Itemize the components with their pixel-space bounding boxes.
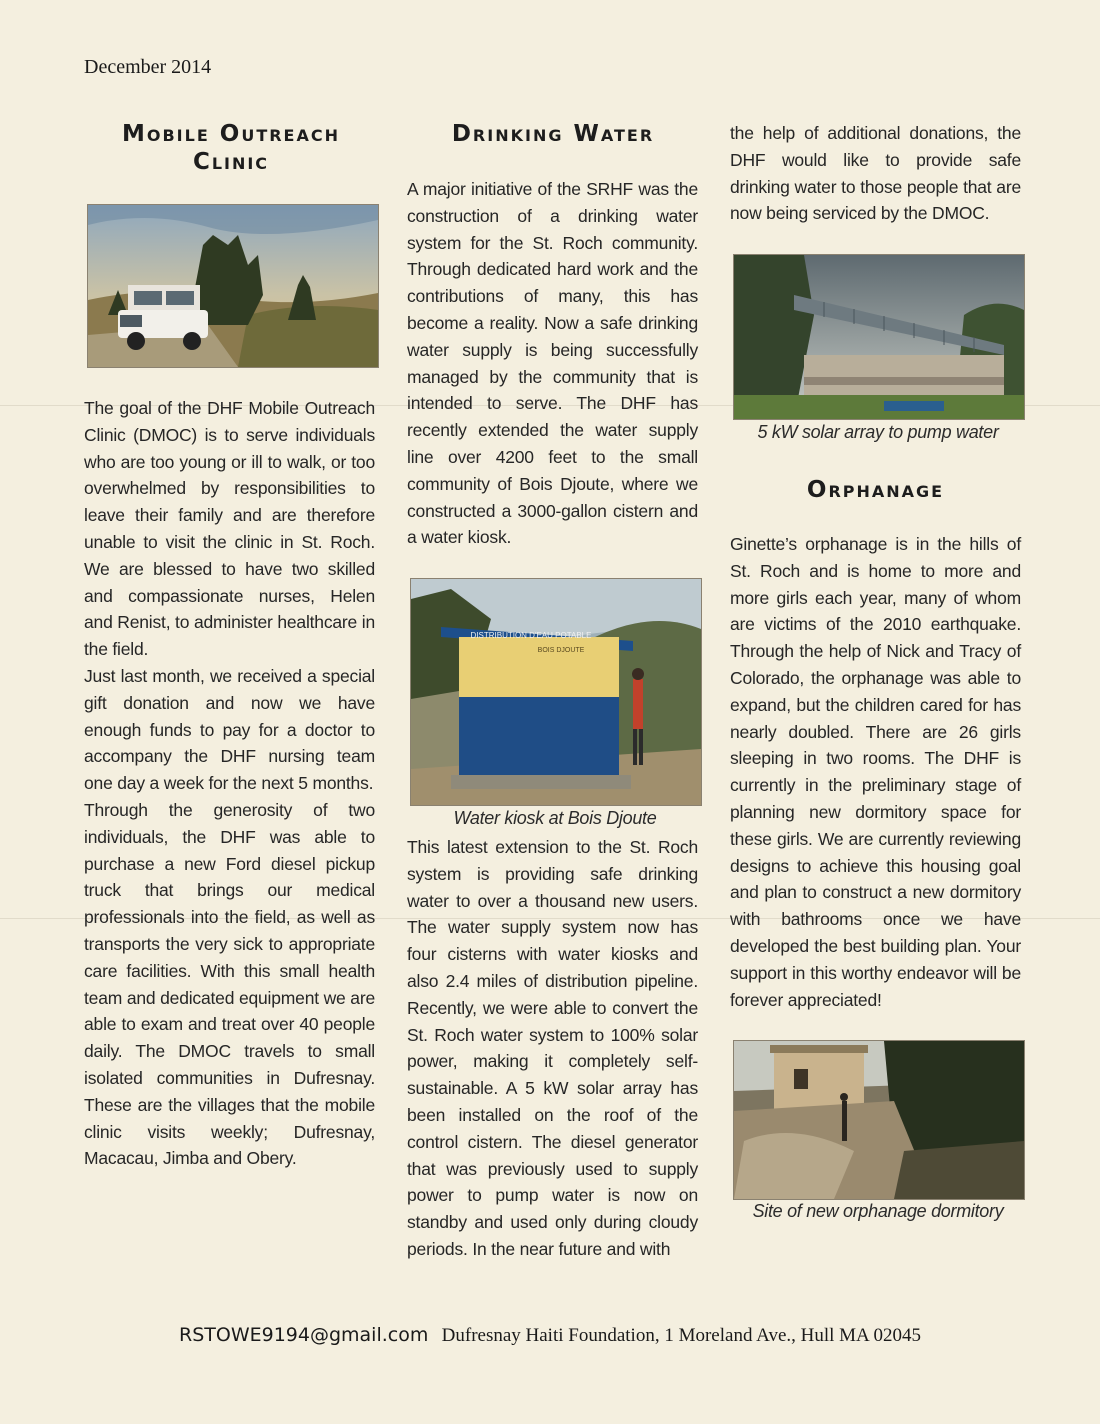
photo-dormitory-site <box>733 1040 1025 1200</box>
contact-email[interactable]: RSTOWE9194@gmail.com <box>179 1324 429 1346</box>
heading-orphanage: Orphanage <box>806 477 945 503</box>
kiosk-sign-text: DISTRIBUTION D'EAU POTABLE <box>470 631 592 640</box>
mobile-outreach-article <box>84 395 375 1172</box>
photo-solar-array <box>733 254 1025 420</box>
drinking-water-article-part1 <box>407 176 698 551</box>
paragraph: A major initiative of the SRHF was the construction of a drinking water system for the St. Roch community. Through dedicated hard work and the contributions of many, this has become a reality. Now a safe drinking water supply is being successfully managed by the community that is intended to serve. The DHF has recently extended the water supply line over 4200 feet to the small community of Bois Djoute, where we constructed a 3000-gallon cistern and a water kiosk. <box>407 179 698 548</box>
photo-water-kiosk <box>410 578 702 806</box>
drinking-water-article-part3 <box>730 120 1021 227</box>
caption-dormitory-site: Site of new orphanage dormitory <box>752 1201 1004 1221</box>
paragraph: The goal of the DHF Mobile Outreach Clinic (DMOC) is to serve individuals who are too young or ill to walk, or too overwhelmed by responsibilities to leave their family and are therefore unable to visit the clinic in St. Roch. We are blessed to have two skilled and compassionate nurses, Helen and Renist, to administer healthcare in the field. <box>84 398 375 660</box>
heading-drinking-water: Drinking Water <box>451 121 655 147</box>
paragraph: the help of additional donations, the DHF would like to provide safe drinking water to those people that are now being serviced by the DMOC. <box>730 123 1021 224</box>
issue-date: December 2014 <box>84 56 212 78</box>
photo-pickup-truck <box>87 204 379 368</box>
paragraph: Just last month, we received a special gift donation and now we have enough funds to pay for a doctor to accompany the DHF nursing team one day a week for the next 5 months. <box>84 665 375 794</box>
heading-mobile-outreach: Mobile Outreach Clinic <box>122 121 340 175</box>
paragraph: This latest extension to the St. Roch system is providing safe drinking water to over a thousand new users. The water supply system now has four cisterns with water kiosks and also 2.4 miles of distribution pipeline. Recently, we were able to convert the St. Roch water system to 100% solar power, making it completely self-sustainable. A 5 kW solar array has been installed on the roof of the control cistern. The diesel generator that was previously used to supply power to pump water is now on standby and used only during cloudy periods. In the near future and with <box>407 837 698 1259</box>
caption-water-kiosk: Water kiosk at Bois Djoute <box>453 808 657 828</box>
paragraph: Ginette’s orphanage is in the hills of St. Roch and is home to more and more girls each year, many of whom are victims of the 2010 earthquake. Through the help of Nick and Tracy of Colorado, the orphanage was able to expand, but the children cared for has nearly doubled. There are 26 girls sleeping in two rooms. The DHF is currently in the preliminary stage of planning new dormitory space for these girls. We are currently reviewing designs to achieve this housing goal and plan to construct a new dormitory with bathrooms once we have developed the best building plan. Your support in this worthy endeavor will be forever appreciated! <box>730 534 1021 1010</box>
kiosk-sign-subtext: BOIS DJOUTE <box>537 647 585 654</box>
foundation-address: Dufresnay Haiti Foundation, 1 Moreland Ave., Hull MA 02045 <box>441 1325 921 1346</box>
drinking-water-article-part2 <box>407 834 698 1263</box>
footer <box>0 1324 1100 1347</box>
orphanage-article <box>730 531 1021 1013</box>
caption-solar-array: 5 kW solar array to pump water <box>757 422 999 442</box>
paragraph: Through the generosity of two individuals, the DHF was able to purchase a new Ford diesel pickup truck that brings our medical professionals into the field, as well as transports the very sick to appropriate care facilities. With this small health team and dedicated equipment we are able to exam and treat over 40 people daily. The DMOC travels to small isolated communities in Dufresnay. These are the villages that the mobile clinic visits weekly; Dufresnay, Macacau, Jimba and Obery. <box>84 799 375 1169</box>
